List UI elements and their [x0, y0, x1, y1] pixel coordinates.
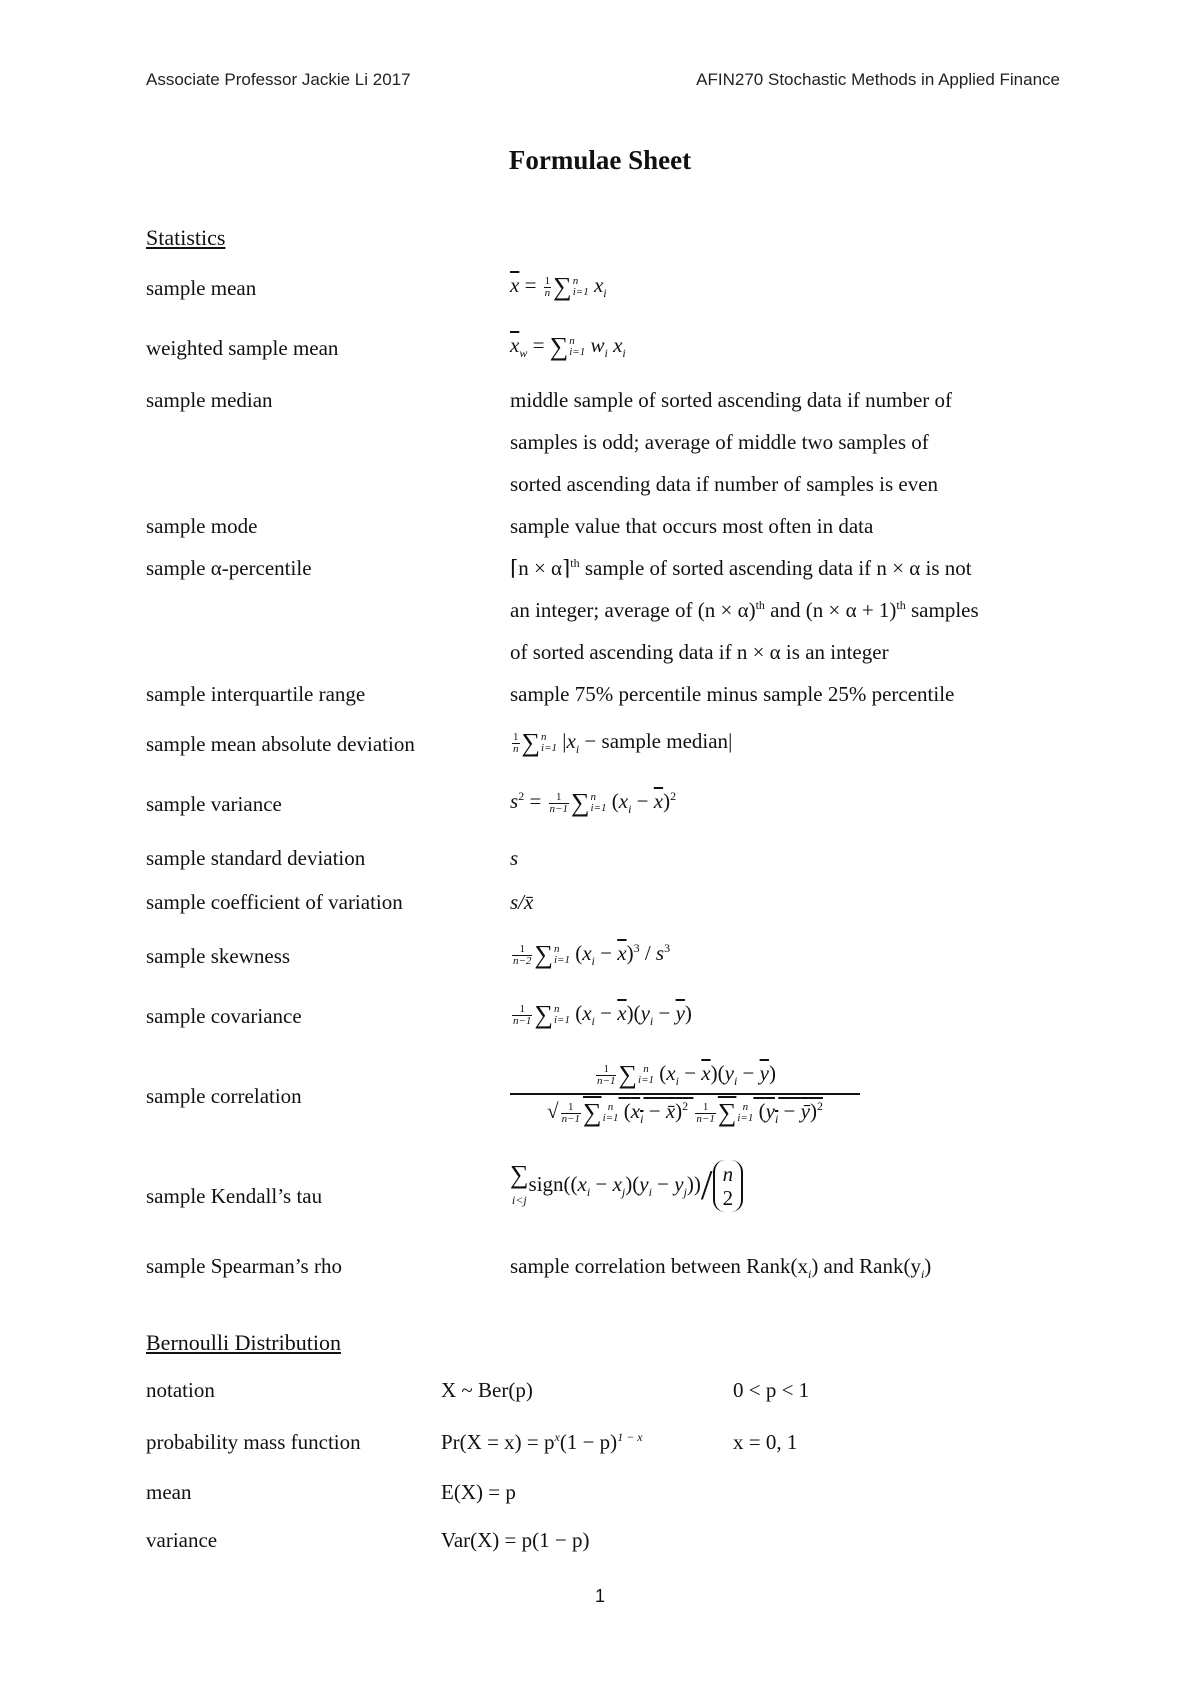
label-sample-iqr: sample interquartile range	[146, 682, 366, 706]
condition-notation: 0 < p < 1	[733, 1378, 810, 1402]
formula-variance-bernoulli: Var(X) = p(1 − p)	[441, 1528, 590, 1552]
section-heading-statistics: Statistics	[146, 225, 226, 250]
page-title: Formulae Sheet	[508, 145, 692, 175]
percentile-th-2: th	[755, 598, 765, 612]
spearman-c: ) and Rank(y	[811, 1254, 921, 1278]
formula-mean: E(X) = p	[441, 1480, 516, 1504]
label-sample-mad: sample mean absolute deviation	[146, 732, 415, 756]
label-sample-sd: sample standard deviation	[146, 846, 366, 870]
formula-mad: $\frac{1}{n}$ ∑ n i=1 $|x_i$ − sample median|	[513, 728, 733, 757]
label-sample-variance: sample variance	[146, 792, 282, 816]
text-percentile-1	[510, 556, 972, 581]
formula-covariance: $\frac{1}{n-1}$ ∑ n i=1 $(x_i - \overline{x})(y_i - \overline{y})$	[513, 1000, 692, 1029]
pmf-exp1: x	[554, 1430, 560, 1444]
percentile-text-2c: and (n × α + 1)	[764, 598, 897, 622]
formula-spearman	[510, 1254, 931, 1282]
label-sample-kendall: sample Kendall’s tau	[146, 1184, 323, 1208]
label-mean: mean	[146, 1480, 192, 1504]
formula-cv: s/x̄	[510, 890, 534, 914]
percentile-th-3: th	[896, 598, 906, 612]
label-notation: notation	[146, 1378, 215, 1402]
label-weighted-mean: weighted sample mean	[146, 336, 339, 360]
header-right: AFIN270 Stochastic Methods in Applied Finance	[696, 70, 1060, 89]
text-median-3: sorted ascending data if number of samples is even	[510, 472, 939, 496]
mad-x: x	[566, 729, 576, 753]
correlation-numerator: $\frac{1}{n-1}$ ∑ n i=1 $(x_i - \overline{x})(y_i - \overline{y})$	[597, 1060, 776, 1089]
correlation-denominator: √ $\frac{1}{n-1}$ ∑ n i=1 ($x_i$ − x̄)$^2$ $\frac{1}{n-1}$ ∑ n i=1 ($y_i$ − ȳ)$^2$	[547, 1098, 823, 1127]
percentile-text-1: sample of sorted ascending data if n × α is not	[579, 556, 972, 580]
percentile-text-2a: an integer; average of (n × α)	[510, 598, 756, 622]
text-mode: sample value that occurs most often in data	[510, 514, 874, 538]
label-variance: variance	[146, 1528, 218, 1552]
formula-sd: s	[510, 846, 519, 870]
label-sample-cv: sample coefficient of variation	[146, 890, 403, 914]
pmf-b: (1 − p)	[559, 1430, 618, 1454]
spearman-b: i	[807, 1267, 812, 1282]
formula-variance: $s^2$ = $\frac{1}{n-1}$ ∑ n i=1 $(x_i - \overline{x})^2$	[510, 788, 677, 817]
text-median-2: samples is odd; average of middle two samples of	[510, 430, 929, 454]
text-percentile-3: of sorted ascending data if n × α is an integer	[510, 640, 889, 664]
spearman-d: i	[920, 1267, 925, 1282]
formula-weighted-mean: $\overline{x}_w$ = ∑ n i=1 $w_i$ $x_i$	[510, 332, 626, 361]
formula-notation: X ~ Ber(p)	[441, 1378, 533, 1402]
label-sample-correlation: sample correlation	[146, 1084, 302, 1108]
pmf-a: Pr(X = x) = p	[441, 1430, 555, 1454]
correlation-fraction-bar	[510, 1093, 860, 1095]
pmf-exp2: 1 − x	[617, 1430, 643, 1444]
text-median-1: middle sample of sorted ascending data if number of	[510, 388, 953, 412]
condition-pmf: x = 0, 1	[733, 1430, 798, 1454]
label-sample-mean: sample mean	[146, 276, 257, 300]
percentile-th-1: th	[570, 556, 580, 570]
label-sample-mode: sample mode	[146, 514, 258, 538]
mad-rest: − sample median	[579, 729, 729, 753]
section-heading-bernoulli: Bernoulli Distribution	[146, 1330, 341, 1355]
label-sample-covariance: sample covariance	[146, 1004, 302, 1028]
formula-correlation	[510, 1060, 860, 1128]
text-percentile-2	[510, 598, 979, 623]
spearman-e: )	[924, 1254, 932, 1278]
label-sample-median: sample median	[146, 388, 273, 412]
label-sample-skewness: sample skewness	[146, 944, 291, 968]
label-sample-percentile: sample α-percentile	[146, 556, 312, 580]
formula-pmf	[441, 1430, 643, 1455]
formula-skewness: $\frac{1}{n-2}$ ∑ n i=1 $(x_i - \overline{x})^3 / s^3$	[513, 940, 671, 969]
percentile-text-2e: samples	[905, 598, 979, 622]
spearman-a: sample correlation between Rank(x	[510, 1254, 808, 1278]
text-iqr: sample 75% percentile minus sample 25% percentile	[510, 682, 955, 706]
formula-kendall: ∑ i<j $sign((x_i - x_j)(y_i - y_j))/$ n 2	[510, 1160, 743, 1212]
header-left: Associate Professor Jackie Li 2017	[146, 70, 411, 89]
percentile-ceil: ⌈n × α⌉	[510, 556, 571, 580]
label-sample-spearman: sample Spearman’s rho	[146, 1254, 342, 1278]
mad-sub: i	[575, 742, 580, 757]
page-number: 1	[594, 1586, 605, 1606]
formula-sample-mean: $\overline{x}$ = $\frac{1}{n}$ ∑ n i=1 $x_i$	[510, 272, 607, 301]
label-pmf: probability mass function	[146, 1430, 361, 1454]
